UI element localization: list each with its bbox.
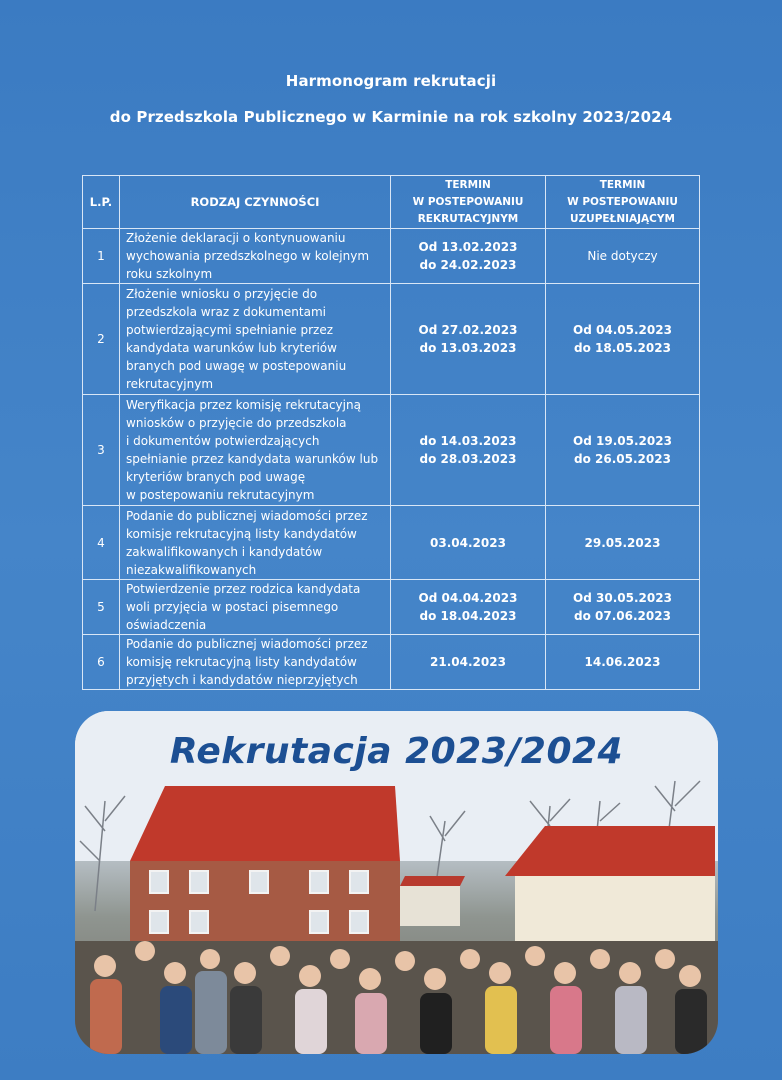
low-roof (400, 876, 465, 886)
schedule-table (82, 175, 700, 690)
table-row (83, 580, 700, 635)
date-line: Od 04.04.2023 (418, 591, 518, 605)
date-line: Nie dotyczy (587, 249, 658, 263)
date-line: Od 27.02.2023 (418, 323, 518, 337)
row-term-main (391, 506, 546, 580)
row-term-main (391, 580, 546, 635)
photo-title: Rekrutacja 2023/2024 (169, 731, 624, 772)
header-lp: L.P. (83, 176, 120, 229)
date-line: do 13.03.2023 (419, 341, 517, 355)
row-term-main (391, 395, 546, 506)
row-number: 6 (83, 635, 120, 690)
row-number: 4 (83, 506, 120, 580)
row-term-supp (546, 284, 700, 395)
row-term-supp (546, 395, 700, 506)
date-line: do 24.02.2023 (419, 258, 517, 272)
row-activity (120, 229, 391, 284)
table-row (83, 395, 700, 506)
white-building (515, 876, 715, 951)
header-activity: RODZAJ CZYNNOŚCI (120, 176, 391, 229)
date-line: Od 19.05.2023 (573, 434, 672, 448)
activity-line: roku szkolnym (126, 267, 213, 281)
row-activity (120, 284, 391, 395)
activity-line: Podanie do publicznej wiadomości przez (126, 637, 368, 651)
row-activity (120, 506, 391, 580)
row-term-main (391, 284, 546, 395)
date-line: 21.04.2023 (430, 655, 506, 669)
date-line: Od 13.02.2023 (418, 240, 518, 254)
header-term-main-line: W POSTEPOWANIU (412, 195, 524, 208)
date-line: do 26.05.2023 (574, 452, 671, 466)
activity-line: potwierdzającymi spełnianie przez (126, 323, 334, 337)
header-term-supp-line: UZUPEŁNIAJĄCYM (570, 212, 675, 225)
document-subtitle: do Przedszkola Publicznego w Karminie na rok szkolny 2023/2024 (109, 108, 673, 126)
activity-line: wniosków o przyjęcie do przedszkola (126, 416, 347, 430)
recruitment-photo (75, 711, 718, 1054)
low-building (400, 886, 460, 926)
row-activity (120, 580, 391, 635)
header-term-main (391, 176, 546, 229)
table-row (83, 229, 700, 284)
document-title: Harmonogram rekrutacji (285, 72, 497, 90)
row-term-main (391, 635, 546, 690)
table-row (83, 284, 700, 395)
row-number: 3 (83, 395, 120, 506)
header-term-supp-line: W POSTEPOWANIU (567, 195, 678, 208)
row-number: 2 (83, 284, 120, 395)
activity-line: wychowania przedszkolnego w kolejnym (126, 249, 370, 263)
table-row (83, 635, 700, 690)
row-number: 5 (83, 580, 120, 635)
header-term-supp (546, 176, 700, 229)
table-row (83, 506, 700, 580)
header-term-main-line: TERMIN (445, 178, 491, 191)
activity-line: w postepowaniu rekrutacyjnym (126, 488, 315, 502)
activity-line: przyjętych i kandydatów nieprzyjętych (126, 673, 358, 687)
children-group (75, 941, 718, 1054)
header-term-supp-line: TERMIN (599, 178, 646, 191)
date-line: 03.04.2023 (430, 535, 506, 550)
activity-line: Podanie do publicznej wiadomości przez (126, 508, 368, 523)
date-line: do 07.06.2023 (574, 609, 671, 623)
date-line: do 14.03.2023 (419, 434, 517, 448)
table-header-row (83, 176, 700, 229)
row-number: 1 (83, 229, 120, 284)
activity-line: Złożenie deklaracji o kontynuowaniu (126, 231, 346, 245)
row-term-supp (546, 635, 700, 690)
activity-line: komisję rekrutacyjną listy kandydatów (126, 655, 357, 669)
row-term-supp (546, 580, 700, 635)
date-line: do 18.04.2023 (419, 609, 517, 623)
date-line: 14.06.2023 (584, 655, 661, 669)
row-term-main (391, 229, 546, 284)
date-line: 29.05.2023 (584, 535, 661, 550)
row-term-supp (546, 506, 700, 580)
date-line: do 18.05.2023 (574, 341, 671, 355)
activity-line: niezakwalifikowanych (126, 562, 257, 577)
roof-left (130, 786, 400, 861)
header-term-main-line: REKRUTACYJNYM (417, 212, 519, 225)
activity-line: branych pod uwagę w postepowaniu (126, 359, 347, 373)
date-line: do 28.03.2023 (419, 452, 517, 466)
row-activity (120, 635, 391, 690)
activity-line: oświadczenia (126, 618, 207, 632)
date-line: Od 04.05.2023 (573, 323, 672, 337)
date-line: Od 30.05.2023 (573, 591, 672, 605)
activity-line: Złożenie wniosku o przyjęcie do (126, 287, 318, 301)
activity-line: woli przyjęcia w postaci pisemnego (126, 600, 339, 614)
activity-line: kryteriów branych pod uwagę (126, 470, 306, 484)
activity-line: komisje rekrutacyjną listy kandydatów (126, 526, 357, 541)
activity-line: i dokumentów potwierdzających (126, 434, 320, 448)
row-activity (120, 395, 391, 506)
activity-line: spełnianie przez kandydata warunków lub (126, 452, 379, 466)
activity-line: rekrutacyjnym (126, 377, 214, 391)
activity-line: Potwierdzenie przez rodzica kandydata (126, 582, 361, 596)
activity-line: Weryfikacja przez komisję rekrutacyjną (126, 398, 361, 412)
row-term-supp (546, 229, 700, 284)
activity-line: zakwalifikowanych i kandydatów (126, 544, 323, 559)
activity-line: kandydata warunków lub kryteriów (126, 341, 337, 355)
activity-line: przedszkola wraz z dokumentami (126, 305, 326, 319)
